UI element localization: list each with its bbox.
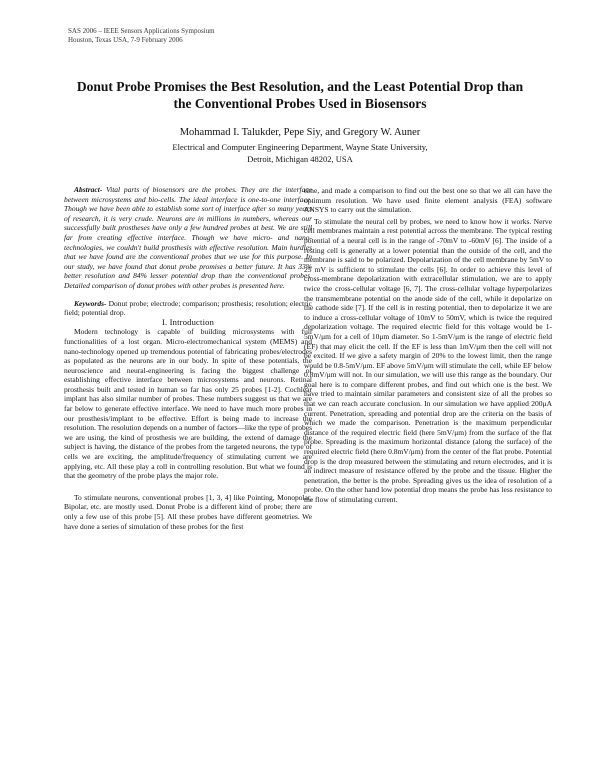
title-line-2: the Conventional Probes Used in Biosensors xyxy=(173,96,427,111)
title-line-1: Donut Probe Promises the Best Resolution, and the Least Potential Drop than xyxy=(76,79,524,94)
paper-title xyxy=(50,78,550,112)
intro-paragraph-2: To stimulate neurons, conventional probes [1, 3, 4] like Pointing, Monopolar, Bipolar, etc. are mostly used. Donut Probe is a different kind of probe; there are only a few use of this probe [5]. All these probes have different geometries. We have done a series of simulation of these probes for the first xyxy=(64,492,312,531)
left-column xyxy=(64,185,312,531)
right-paragraph-1: time, and made a comparison to find out the best one so that we all can have the optimum resolution. We have used finite element analysis (FEA) software ANSYS to carry out the simulation. xyxy=(304,186,552,215)
keywords-text: Donut probe; electrode; comparison; prosthesis; resolution; electric field; potential drop. xyxy=(64,298,312,318)
intro-paragraph-1: Modern technology is capable of building microsystems with full functionalities of a lost organ. Micro-electromechanical system (MEMS) and nano-technology opened up tremendous potential of fabricating probes/electrodes as populated as the neurons are in our body. In spite of these potentials, the neuroscience and neural-engineering is facing the biggest challenge of establishing effective interface between microsystems and neurons. Retinal prosthesis built and tested in human so far has only 25 probes [1-2]. Cochlear implant has also similar number of probes. These numbers suggest us that we are far below to generate effective interface. We need to have much more probes in our prosthesis/implant to be effective. Effort is being made to increase the resolution. The resolution depends on a number of factors—like the type of probes we are using, the kind of prosthesis we are building, the extend of damage the subject is having, the distance of the probes from the targeted neurons, the type of cells we are exciting, the amplitude/frequency of stimulating current we are applying, etc. All these play a roll in controlling resolution. But what we found is that the geometry of the probe plays the major role. xyxy=(64,327,312,481)
abstract xyxy=(64,185,312,291)
abstract-text: Vital parts of biosensors are the probes. They are the interface between microsystems and bio-cells. The ideal interface is one-to-one interface. Though we have been able to establish some sort of interface after so many years of research, it is very crude. Neurons are in millions in numbers, whereas our successfully built prostheses have only a few hundred probes at best. We are still far from creating effective interface. Though we have micro- and nano-technologies, we couldn't build prosthesis with effective resolution. Main hurdles that we have found are the conventional probes that we use for this purpose. In our study, we have found that donut probe promises a better future. It has 33% better resolution and 84% lesser potential drop than the conventional probes. Detailed comparison of donut probes with other probes is presented here. xyxy=(64,185,312,290)
header-line-1: SAS 2006 – IEEE Sensors Applications Symposium xyxy=(68,27,215,35)
abstract-label: Abstract- xyxy=(74,185,103,194)
section-heading-introduction: I. Introduction xyxy=(161,316,215,327)
right-paragraph-2: To stimulate the neural cell by probes, we need to know how it works. Nerve cell membranes maintain a rest potential across the membrane. The typical resting potential of a neural cell is in the range of -70mV to -60mV [6]. The inside of a resting cell is generally at a lower potential than the outside of the cell, and the membrane is said to be polarized. Depolarization of the cell membrane by 5mV to 25 mV is sufficient to stimulate the cells [6]. In order to achieve this level of cross-membrane depolarization with extracellular stimulation, we are to apply twice the cross-cellular voltage [6, 7]. The cross-cellular voltage hyperpolarizes the transmembrane potential on the anode side of the cell, while it depolarize on the cathode side [7]. If the cell is in resting potential, then to depolarize it we are to induce a cross-cellular voltage of 10mV to 50mV, which is twice the required depolarization voltage. The required electric field for this voltage would be 1-5mV/μm for a cell of 10μm diameter. So 1-5mV/μm is the range of electric field (EF) that may elicit the cell. If the EF is less than 1mV/μm then the cell will not be excited. If we give a safety margin of 20% to the lowest limit, then the range would be 0.8-5mV/μm. EF above 5mV/μm will stimulate the cell, while EF below 0.8mV/μm will not. In our simulation, we will use this range as the boundary. Our goal here is to compare different probes, and find out which one is the best. We have tried to maintain similar parameters and consistent size of all the probes so that we can reach accurate conclusion. In our simulation we have applied 200μA current. Penetration, spreading and potential drop are the criteria on the basis of which we made the comparison. Penetration is the maximum perpendicular distance of the required electric field (here 5mV/μm) from the surface of the flat probe. Spreading is the maximum horizontal distance (along the surface) of the required electric field (here 0.8mV/μm) from the center of the flat probe. Potential drop is the drop measured between the stimulating and return electrodes, and it is an indirect measure of resistance offered by the probe and the tissue. Higher the penetration, the better is the probe. Spreading gives us the idea of resolution of a probe. On the other hand low potential drop means the probe has less resistance to the flow of stimulating current. xyxy=(304,216,552,504)
keywords-label: Keywords- xyxy=(74,298,107,308)
conference-header xyxy=(68,27,215,45)
header-line-2: Houston, Texas USA, 7-9 February 2006 xyxy=(68,36,183,44)
author-list: Mohammad I. Talukder, Pepe Siy, and Gregory W. Auner xyxy=(179,127,421,138)
affiliation-line-2: Detroit, Michigan 48202, USA xyxy=(247,153,353,164)
right-column xyxy=(304,186,552,505)
keywords xyxy=(64,299,312,318)
affiliation-line-1: Electrical and Computer Engineering Department, Wayne State University, xyxy=(172,142,428,152)
affiliation xyxy=(90,142,510,165)
